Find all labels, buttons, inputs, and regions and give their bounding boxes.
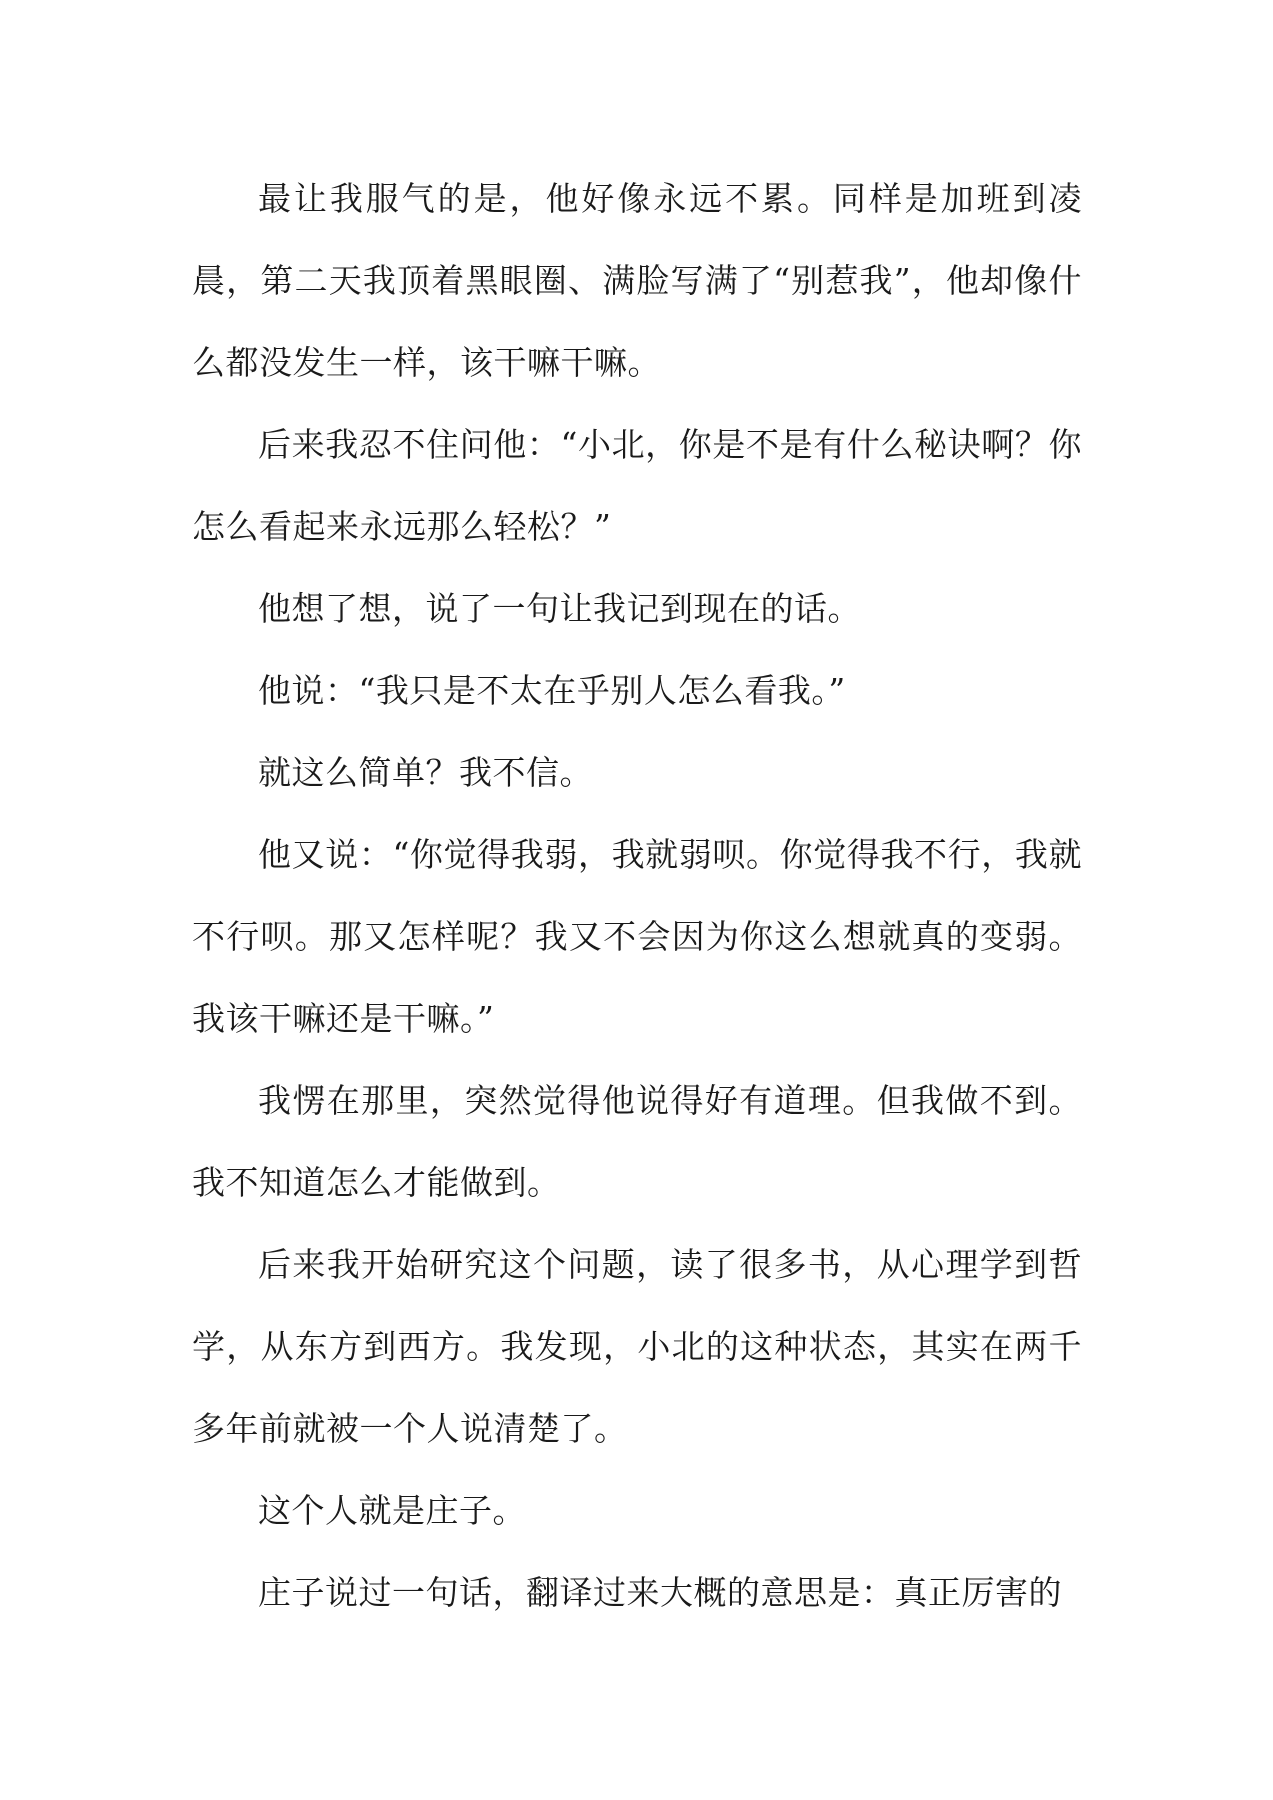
paragraph-9: 这个人就是庄子。 — [258, 1491, 526, 1530]
paragraph-3: 他想了想，说了一句让我记到现在的话。 — [258, 589, 861, 628]
paragraph-4: 他说：“我只是不太在乎别人怎么看我。” — [258, 671, 846, 710]
paragraph-6: 他又说：“你觉得我弱，我就弱呗。你觉得我不行，我就不行呗。那又怎样呢？我又不会因为你这么想就真的变弱。我该干嘛还是干嘛。” — [192, 835, 1082, 1038]
paragraph-1: 最让我服气的是，他好像永远不累。同样是加班到凌晨，第二天我顶着黑眼圈、满脸写满了“别惹我”，他却像什么都没发生一样，该干嘛干嘛。 — [192, 179, 1082, 382]
document-body — [192, 158, 1082, 1634]
paragraph-5: 就这么简单？我不信。 — [258, 753, 593, 792]
paragraph-7: 我愣在那里，突然觉得他说得好有道理。但我做不到。我不知道怎么才能做到。 — [192, 1081, 1082, 1202]
paragraph-8: 后来我开始研究这个问题，读了很多书，从心理学到哲学，从东方到西方。我发现，小北的这种状态，其实在两千多年前就被一个人说清楚了。 — [192, 1245, 1082, 1448]
paragraph-10: 庄子说过一句话，翻译过来大概的意思是：真正厉害的 — [258, 1573, 1062, 1612]
paragraph-2: 后来我忍不住问他：“小北，你是不是有什么秘诀啊？你怎么看起来永远那么轻松？” — [192, 425, 1082, 546]
